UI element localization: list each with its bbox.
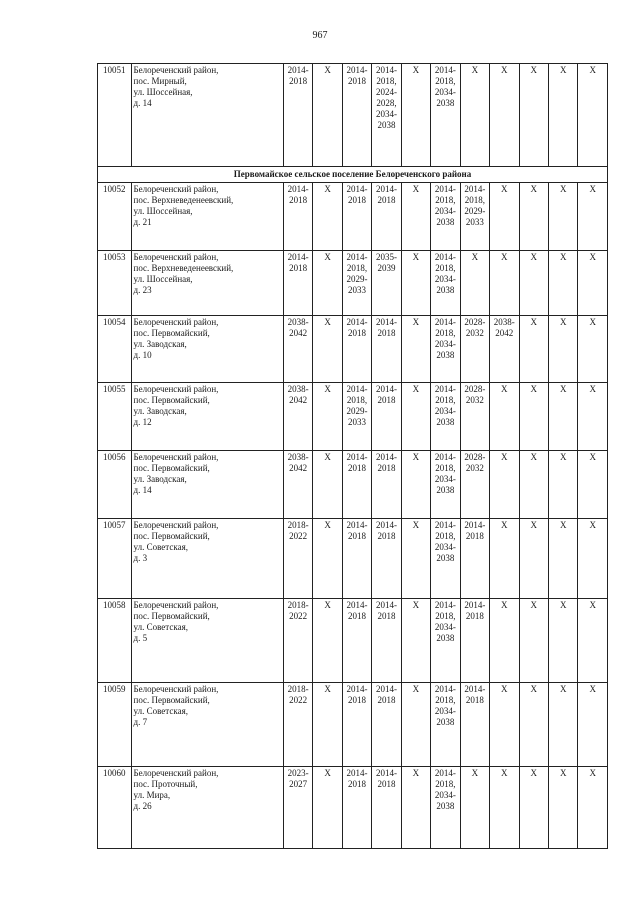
address-line: Белореченский район, [133,65,219,75]
period-cell: X [578,683,608,767]
period-cell: 2028- 2032 [460,451,489,519]
table-row [98,251,608,316]
period-cell: 2014- 2018, 2029- 2033 [342,251,371,316]
period-cell: X [490,683,519,767]
table-row [98,316,608,383]
address-line: пос. Первомайский, [133,395,210,405]
address-line: Белореченский район, [133,384,219,394]
period-cell: 2014- 2018 [342,64,371,167]
period-cell: X [401,64,430,167]
row-id: 10054 [98,316,132,383]
period-cell: X [578,316,608,383]
period-cell: 2014- 2018, 2034- 2038 [431,383,460,451]
period-cell: X [490,767,519,849]
address-line: Белореченский район, [133,768,219,778]
address-line: пос. Мирный, [133,76,187,86]
period-cell: X [490,519,519,599]
period-cell: X [460,251,489,316]
period-cell: X [401,383,430,451]
period-cell: 2014- 2018 [460,519,489,599]
period-cell: X [519,767,548,849]
address-cell [131,519,283,599]
row-id: 10053 [98,251,132,316]
schedule-table [97,63,608,849]
address-line: д. 3 [133,553,148,563]
period-cell: X [519,183,548,251]
address-line: ул. Шоссейная, [133,274,193,284]
period-cell: X [313,767,342,849]
period-cell: X [401,683,430,767]
period-cell: 2014- 2018 [342,519,371,599]
period-cell: X [548,64,577,167]
period-cell: X [519,251,548,316]
table-row [98,383,608,451]
period-cell: X [519,683,548,767]
table-row [98,767,608,849]
period-cell: 2014- 2018, 2029- 2033 [460,183,489,251]
row-id: 10056 [98,451,132,519]
period-cell: 2038- 2042 [490,316,519,383]
address-line: пос. Первомайский, [133,463,210,473]
period-cell: 2014- 2018 [372,767,401,849]
period-cell: 2014- 2018 [342,683,371,767]
address-cell [131,599,283,683]
address-line: пос. Верхневеденеевский, [133,195,234,205]
address-line: ул. Советская, [133,542,188,552]
period-cell: X [519,599,548,683]
address-line: Белореченский район, [133,317,219,327]
period-cell: 2014- 2018 [460,683,489,767]
address-line: пос. Первомайский, [133,695,210,705]
table-row [98,683,608,767]
address-line: ул. Шоссейная, [133,87,193,97]
period-cell: 2014- 2018 [460,599,489,683]
address-line: д. 12 [133,417,152,427]
period-cell: X [313,251,342,316]
table-row [98,451,608,519]
address-line: Белореченский район, [133,520,219,530]
period-cell: 2014- 2018, 2034- 2038 [431,183,460,251]
period-cell: X [548,767,577,849]
address-cell [131,183,283,251]
period-cell: X [313,519,342,599]
period-cell: 2014- 2018, 2034- 2038 [431,64,460,167]
address-cell [131,316,283,383]
period-cell: X [490,64,519,167]
period-cell: X [519,64,548,167]
period-cell: 2014- 2018 [283,183,312,251]
address-line: ул. Заводская, [133,474,187,484]
period-cell: X [313,64,342,167]
address-cell [131,767,283,849]
period-cell: X [548,316,577,383]
section-row [98,167,608,183]
period-cell: 2014- 2018, 2034- 2038 [431,599,460,683]
address-line: д. 14 [133,485,152,495]
period-cell: 2014- 2018, 2034- 2038 [431,451,460,519]
address-line: пос. Первомайский, [133,611,210,621]
period-cell: 2014- 2018, 2034- 2038 [431,519,460,599]
address-cell [131,451,283,519]
address-line: д. 5 [133,633,148,643]
address-line: д. 26 [133,801,152,811]
period-cell: 2014- 2018 [372,451,401,519]
period-cell: X [578,599,608,683]
period-cell: X [401,316,430,383]
period-cell: X [578,767,608,849]
address-line: д. 21 [133,217,152,227]
address-line: д. 14 [133,98,152,108]
table-row [98,64,608,167]
period-cell: X [313,683,342,767]
period-cell: X [401,451,430,519]
page-number: 967 [312,30,328,41]
address-line: пос. Первомайский, [133,328,210,338]
period-cell: 2014- 2018, 2034- 2038 [431,251,460,316]
row-id: 10055 [98,383,132,451]
address-cell [131,683,283,767]
period-cell: 2014- 2018 [372,519,401,599]
period-cell: 2014- 2018 [342,767,371,849]
period-cell: 2018- 2022 [283,683,312,767]
address-line: ул. Заводская, [133,406,187,416]
period-cell: X [401,251,430,316]
address-line: ул. Советская, [133,706,188,716]
period-cell: X [548,183,577,251]
period-cell: 2014- 2018, 2034- 2038 [431,767,460,849]
period-cell: X [490,451,519,519]
period-cell: X [578,519,608,599]
section-title: Первомайское сельское поселение Белореченского района [98,167,608,183]
period-cell: X [460,767,489,849]
period-cell: 2038- 2042 [283,383,312,451]
row-id: 10060 [98,767,132,849]
period-cell: 2014- 2018 [342,316,371,383]
period-cell: X [490,183,519,251]
address-line: д. 10 [133,350,152,360]
period-cell: X [578,64,608,167]
period-cell: 2028- 2032 [460,383,489,451]
address-line: Белореченский район, [133,452,219,462]
period-cell: 2014- 2018 [283,64,312,167]
period-cell: X [401,767,430,849]
period-cell: 2014- 2018, 2029- 2033 [342,383,371,451]
address-line: пос. Верхневеденеевский, [133,263,234,273]
period-cell: X [313,451,342,519]
period-cell: 2014- 2018 [372,683,401,767]
period-cell: 2014- 2018 [372,383,401,451]
period-cell: X [578,383,608,451]
period-cell: X [313,383,342,451]
period-cell: 2028- 2032 [460,316,489,383]
row-id: 10057 [98,519,132,599]
period-cell: 2014- 2018 [342,451,371,519]
period-cell: 2014- 2018 [372,183,401,251]
period-cell: X [548,451,577,519]
address-line: Белореченский район, [133,600,219,610]
period-cell: X [578,451,608,519]
period-cell: X [519,383,548,451]
period-cell: X [313,599,342,683]
period-cell: X [519,451,548,519]
period-cell: X [548,519,577,599]
period-cell: X [548,383,577,451]
period-cell: X [313,316,342,383]
period-cell: X [490,383,519,451]
row-id: 10059 [98,683,132,767]
period-cell: X [401,183,430,251]
address-line: пос. Первомайский, [133,531,210,541]
table-row [98,183,608,251]
period-cell: X [548,599,577,683]
period-cell: 2014- 2018 [342,599,371,683]
table-row [98,519,608,599]
period-cell: X [548,251,577,316]
period-cell: X [490,251,519,316]
address-line: пос. Проточный, [133,779,198,789]
address-line: д. 23 [133,285,152,295]
row-id: 10051 [98,64,132,167]
address-line: ул. Шоссейная, [133,206,193,216]
period-cell: 2014- 2018 [372,599,401,683]
period-cell: 2038- 2042 [283,316,312,383]
address-cell [131,383,283,451]
period-cell: X [578,251,608,316]
period-cell: 2018- 2022 [283,519,312,599]
address-line: Белореченский район, [133,684,219,694]
address-cell [131,251,283,316]
period-cell: X [313,183,342,251]
period-cell: 2014- 2018 [342,183,371,251]
address-line: ул. Советская, [133,622,188,632]
address-line: ул. Заводская, [133,339,187,349]
period-cell: 2014- 2018, 2024- 2028, 2034- 2038 [372,64,401,167]
row-id: 10052 [98,183,132,251]
period-cell: 2014- 2018, 2034- 2038 [431,683,460,767]
address-line: ул. Мира, [133,790,171,800]
address-line: Белореченский район, [133,184,219,194]
address-cell [131,64,283,167]
period-cell: 2014- 2018, 2034- 2038 [431,316,460,383]
period-cell: X [401,599,430,683]
period-cell: X [401,519,430,599]
address-line: Белореченский район, [133,252,219,262]
period-cell: 2023- 2027 [283,767,312,849]
period-cell: 2038- 2042 [283,451,312,519]
period-cell: X [578,183,608,251]
table-row [98,599,608,683]
period-cell: 2035- 2039 [372,251,401,316]
address-line: д. 7 [133,717,148,727]
period-cell: 2014- 2018 [372,316,401,383]
period-cell: 2018- 2022 [283,599,312,683]
row-id: 10058 [98,599,132,683]
period-cell: X [548,683,577,767]
period-cell: 2014- 2018 [283,251,312,316]
period-cell: X [490,599,519,683]
period-cell: X [519,519,548,599]
period-cell: X [519,316,548,383]
period-cell: X [460,64,489,167]
